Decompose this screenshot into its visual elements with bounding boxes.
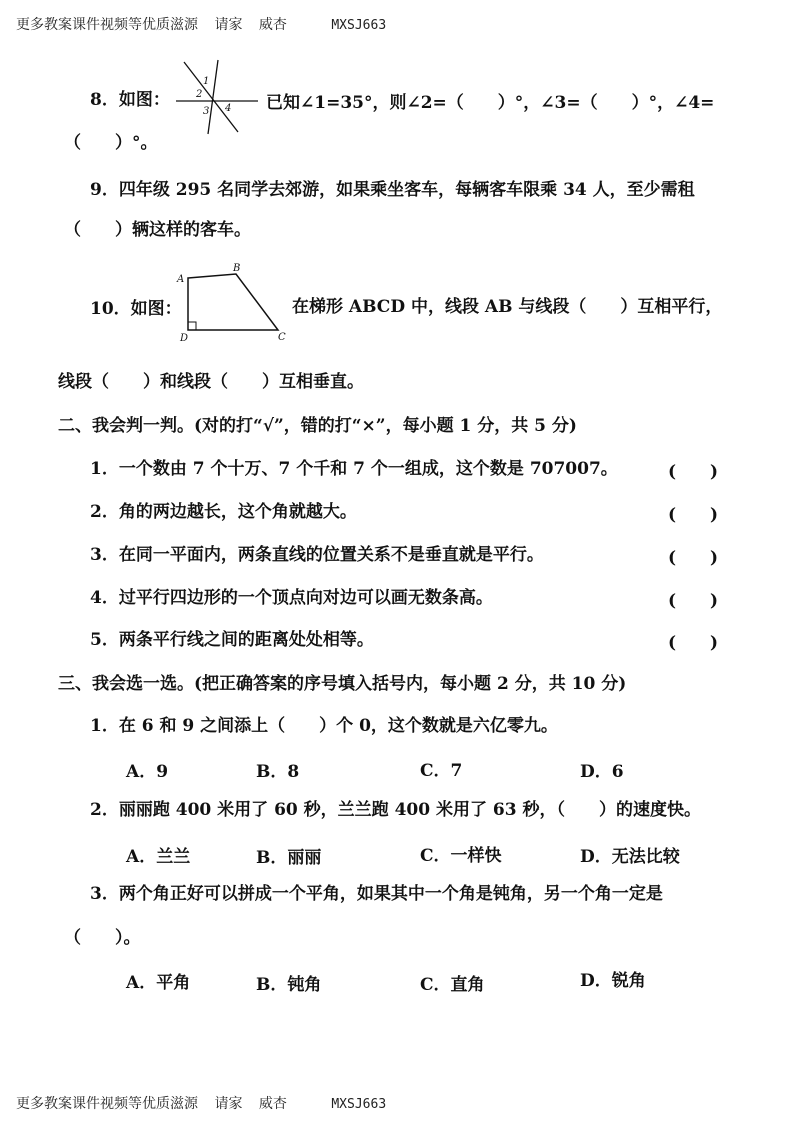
q9-text-a: 9．四年级 295 名同学去郊游，如果乘坐客车，每辆客车限乘 34 人，至少需租 (90, 180, 695, 200)
s2-answer-paren-2: ( ) (668, 505, 719, 525)
q8-number: 8．如图： (90, 90, 170, 110)
q8-slant-line-right (208, 60, 218, 134)
s3-q1-option-c: C．7 (420, 761, 463, 781)
page-footer (16, 1093, 386, 1113)
s3-q2-option-d: D．无法比较 (580, 847, 680, 867)
q8-angle-label-1: 1 (203, 76, 210, 87)
q10-label-d: D (180, 333, 189, 344)
q10-label-c: C (278, 332, 286, 343)
q10-trapezoid-figure (174, 262, 294, 344)
s2-item-3: 3．在同一平面内，两条直线的位置关系不是垂直就是平行。 (90, 545, 544, 565)
s2-item-2: 2．角的两边越长，这个角就越大。 (90, 502, 357, 522)
s3-q3-option-d: D．锐角 (580, 971, 646, 991)
footer-contact-label: 请家 (214, 1096, 243, 1112)
q8-angle-label-3: 3 (203, 106, 210, 117)
s2-item-4: 4．过平行四边形的一个顶点向对边可以画无数条高。 (90, 588, 493, 608)
q10-number: 10．如图： (90, 299, 182, 319)
s2-item-5: 5．两条平行线之间的距离处处相等。 (90, 630, 374, 650)
q8-text-b: （ ）°。 (64, 133, 158, 153)
section3-title: 三、我会选一选。(把正确答案的序号填入括号内，每小题 2 分，共 10 分) (58, 674, 627, 694)
s3-q1-text: 1．在 6 和 9 之间添上（ ）个 0，这个数就是六亿零九。 (90, 716, 558, 736)
s3-q2-text: 2．丽丽跑 400 米用了 60 秒，兰兰跑 400 米用了 63 秒，（ ）的速度快。 (90, 800, 701, 820)
q10-right-angle-mark (188, 322, 196, 330)
header-promo: 更多教案课件视频等优质滋源 (16, 17, 198, 33)
s3-q1-option-b: B．8 (256, 762, 300, 782)
section2-title: 二、我会判一判。(对的打“√”，错的打“×”，每小题 1 分，共 5 分) (58, 416, 577, 436)
s2-answer-paren-1: ( ) (668, 462, 719, 482)
q10-label-a: A (177, 274, 185, 285)
q8-angle-label-2: 2 (196, 89, 203, 100)
q8-angle-figure (172, 56, 262, 136)
s3-q2-option-c: C．一样快 (420, 846, 502, 866)
q8-slant-line-left (184, 62, 238, 132)
s2-item-1: 1．一个数由 7 个十万、7 个千和 7 个一组成，这个数是 707007。 (90, 459, 618, 479)
footer-promo: 更多教案课件视频等优质滋源 (16, 1096, 198, 1112)
s2-answer-paren-3: ( ) (668, 548, 719, 568)
s3-q1-option-a: A．9 (126, 762, 169, 782)
q8-angle-label-4: 4 (225, 103, 232, 114)
q10-label-b: B (233, 263, 241, 274)
q10-text-a: 在梯形 ABCD 中，线段 AB 与线段（ ）互相平行， (292, 297, 723, 317)
footer-code: MXSJ663 (331, 1097, 387, 1112)
s3-q3-option-c: C．直角 (420, 975, 485, 995)
s3-q3-option-a: A．平角 (126, 973, 191, 993)
s3-q2-option-a: A．兰兰 (126, 847, 191, 867)
footer-contact-name: 威杏 (258, 1096, 287, 1112)
s2-answer-paren-4: ( ) (668, 591, 719, 611)
header-code: MXSJ663 (331, 18, 387, 33)
s3-q2-option-b: B．丽丽 (256, 848, 322, 868)
q10-trapezoid (188, 274, 278, 330)
s3-q3-text-a: 3．两个角正好可以拼成一个平角，如果其中一个角是钝角，另一个角一定是 (90, 884, 663, 904)
s3-q1-option-d: D．6 (580, 762, 624, 782)
s2-answer-paren-5: ( ) (668, 633, 719, 653)
q10-text-b: 线段（ ）和线段（ ）互相垂直。 (58, 372, 364, 392)
header-contact-label: 请家 (214, 17, 243, 33)
s3-q3-option-b: B．钝角 (256, 975, 322, 995)
s3-q3-text-b: （ ）。 (64, 928, 141, 948)
q9-text-b: （ ）辆这样的客车。 (64, 220, 251, 240)
header-contact-name: 威杏 (258, 17, 287, 33)
page-header (16, 14, 386, 34)
q8-text-a: 已知∠1=35°，则∠2=（ ）°，∠3=（ ）°，∠4= (266, 93, 715, 113)
